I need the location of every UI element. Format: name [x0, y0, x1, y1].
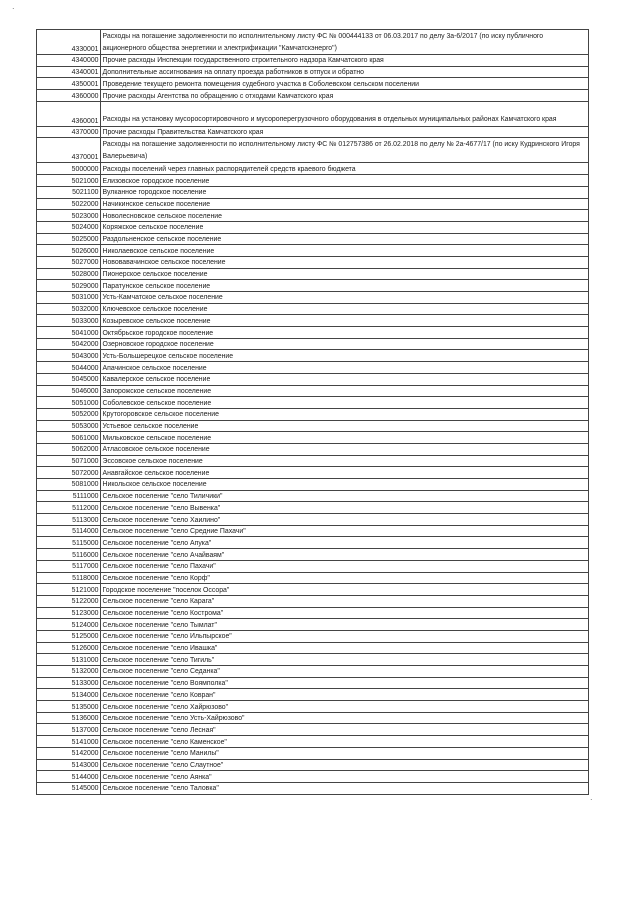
row-code: 5022000 [37, 198, 101, 210]
row-name: Сельское поселение "село Слаутное" [101, 759, 589, 771]
row-name: Сельское поселение "село Седанка" [101, 666, 589, 678]
row-name: Октябрьское городское поселение [101, 327, 589, 339]
table-row [37, 654, 589, 666]
row-code: 5072000 [37, 467, 101, 479]
row-code: 5115000 [37, 537, 101, 549]
table-row [37, 397, 589, 409]
table-body [37, 30, 589, 795]
row-name: Запорожское сельское поселение [101, 385, 589, 397]
table-row [37, 771, 589, 783]
row-name: Сельское поселение "село Аянка" [101, 771, 589, 783]
row-code: 5081000 [37, 479, 101, 491]
budget-codes-table [36, 29, 589, 795]
scan-speck: . [590, 793, 593, 802]
row-code: 5131000 [37, 654, 101, 666]
row-name: Николаевское сельское поселение [101, 245, 589, 257]
table-row [37, 268, 589, 280]
row-code: 5046000 [37, 385, 101, 397]
row-name: Расходы на погашение задолженности по исполнительному листу ФС № 000444133 от 06.03.2017 по делу 3а-6/2017 (по иску публичного акционерного общества энергетики и электрификации "Камчатскэнерго") [101, 30, 589, 55]
row-name: Крутогоровское сельское поселение [101, 408, 589, 420]
row-code: 5123000 [37, 607, 101, 619]
table-row [37, 90, 589, 102]
table-row [37, 443, 589, 455]
table-row [37, 350, 589, 362]
row-name: Начикинское сельское поселение [101, 198, 589, 210]
row-code: 5043000 [37, 350, 101, 362]
table-row [37, 701, 589, 713]
table-row [37, 338, 589, 350]
table-row [37, 584, 589, 596]
row-code: 5028000 [37, 268, 101, 280]
row-code: 5135000 [37, 701, 101, 713]
table-row [37, 630, 589, 642]
table-row [37, 66, 589, 78]
table-row [37, 619, 589, 631]
row-code: 5144000 [37, 771, 101, 783]
table-row [37, 502, 589, 514]
row-code: 5053000 [37, 420, 101, 432]
row-name: Паратунское сельское поселение [101, 280, 589, 292]
table-row [37, 689, 589, 701]
row-code: 5116000 [37, 549, 101, 561]
row-code: 5032000 [37, 303, 101, 315]
table-row [37, 221, 589, 233]
row-code: 5125000 [37, 630, 101, 642]
row-code: 5122000 [37, 595, 101, 607]
table-row [37, 607, 589, 619]
row-name: Расходы поселений через главных распорядителей средств краевого бюджета [101, 163, 589, 175]
row-code: 5051000 [37, 397, 101, 409]
row-code: 5141000 [37, 736, 101, 748]
row-code: 5031000 [37, 292, 101, 304]
table-row [37, 327, 589, 339]
row-name: Сельское поселение "село Средние Пахачи" [101, 525, 589, 537]
row-code: 5024000 [37, 221, 101, 233]
row-name: Соболевское сельское поселение [101, 397, 589, 409]
row-code: 4370000 [37, 126, 101, 138]
row-code: 4330001 [37, 30, 101, 55]
row-code: 5142000 [37, 747, 101, 759]
table-row [37, 595, 589, 607]
table-row [37, 759, 589, 771]
row-code: 5132000 [37, 666, 101, 678]
table-row [37, 560, 589, 572]
row-name: Сельское поселение "село Корф" [101, 572, 589, 584]
table-row [37, 572, 589, 584]
row-name: Проведение текущего ремонта помещения судебного участка в Соболевском сельском поселении [101, 78, 589, 90]
table-row [37, 210, 589, 222]
row-code: 5061000 [37, 432, 101, 444]
row-name: Коряжское сельское поселение [101, 221, 589, 233]
row-code: 5114000 [37, 525, 101, 537]
row-code: 4340001 [37, 66, 101, 78]
table-row [37, 549, 589, 561]
row-name: Сельское поселение "село Тиличики" [101, 490, 589, 502]
row-code: 5025000 [37, 233, 101, 245]
table-row [37, 525, 589, 537]
table-row [37, 315, 589, 327]
table-row [37, 292, 589, 304]
row-name: Городское поселение "поселок Оссора" [101, 584, 589, 596]
row-code: 5033000 [37, 315, 101, 327]
row-name: Сельское поселение "село Пахачи" [101, 560, 589, 572]
row-name: Пионерское сельское поселение [101, 268, 589, 280]
row-code: 5052000 [37, 408, 101, 420]
row-name: Новолесновское сельское поселение [101, 210, 589, 222]
row-name: Мильковское сельское поселение [101, 432, 589, 444]
row-name: Сельское поселение "село Ковран" [101, 689, 589, 701]
row-name: Сельское поселение "село Усть-Хайрюзово" [101, 712, 589, 724]
row-name: Сельское поселение "село Вывенка" [101, 502, 589, 514]
row-name: Сельское поселение "село Манилы" [101, 747, 589, 759]
row-name: Сельское поселение "село Тымлат" [101, 619, 589, 631]
row-name: Усть-Большерецкое сельское поселение [101, 350, 589, 362]
row-code: 5143000 [37, 759, 101, 771]
table-row [37, 642, 589, 654]
row-name: Дополнительные ассигнования на оплату проезда работников в отпуск и обратно [101, 66, 589, 78]
table-row [37, 479, 589, 491]
row-name: Раздольненское сельское поселение [101, 233, 589, 245]
table-row [37, 233, 589, 245]
row-name: Сельское поселение "село Каменское" [101, 736, 589, 748]
row-code: 5121000 [37, 584, 101, 596]
table-row [37, 736, 589, 748]
row-code: 5021000 [37, 175, 101, 187]
table-row [37, 186, 589, 198]
table-row [37, 362, 589, 374]
row-code: 4370001 [37, 138, 101, 163]
row-code: 5136000 [37, 712, 101, 724]
table-row [37, 467, 589, 479]
row-name: Прочие расходы Инспекции государственного строительного надзора Камчатского края [101, 55, 589, 67]
table-row [37, 455, 589, 467]
table-row [37, 280, 589, 292]
table-row [37, 138, 589, 163]
row-name: Ключевское сельское поселение [101, 303, 589, 315]
row-name: Озерновское городское поселение [101, 338, 589, 350]
table-row [37, 432, 589, 444]
row-name: Эссовское сельское поселение [101, 455, 589, 467]
table-row [37, 303, 589, 315]
row-name: Кавалерское сельское поселение [101, 373, 589, 385]
row-name: Усть-Камчатское сельское поселение [101, 292, 589, 304]
table-row [37, 101, 589, 126]
row-name: Сельское поселение "село Хайрюзово" [101, 701, 589, 713]
row-name: Сельское поселение "село Апука" [101, 537, 589, 549]
row-code: 5042000 [37, 338, 101, 350]
table-row [37, 163, 589, 175]
row-code: 5111000 [37, 490, 101, 502]
table-row [37, 408, 589, 420]
row-code: 5145000 [37, 782, 101, 794]
row-code: 5118000 [37, 572, 101, 584]
table-row [37, 724, 589, 736]
row-code: 5062000 [37, 443, 101, 455]
row-name: Сельское поселение "село Хаилино" [101, 514, 589, 526]
row-name: Елизовское городское поселение [101, 175, 589, 187]
row-code: 5134000 [37, 689, 101, 701]
row-name: Апачинское сельское поселение [101, 362, 589, 374]
row-name: Вулканное городское поселение [101, 186, 589, 198]
row-code: 5044000 [37, 362, 101, 374]
table-row [37, 256, 589, 268]
row-code: 5126000 [37, 642, 101, 654]
row-code: 5021100 [37, 186, 101, 198]
row-code: 5000000 [37, 163, 101, 175]
table-row [37, 514, 589, 526]
row-code: 5029000 [37, 280, 101, 292]
row-code: 5027000 [37, 256, 101, 268]
table-row [37, 245, 589, 257]
table-row [37, 198, 589, 210]
row-name: Расходы на погашение задолженности по исполнительному листу ФС № 012757386 от 26.02.2018 по делу № 2а-4677/17 (по иску Кудринского Игоря Валерьевича) [101, 138, 589, 163]
row-code: 5041000 [37, 327, 101, 339]
row-code: 4360001 [37, 101, 101, 126]
row-name: Устьевое сельское поселение [101, 420, 589, 432]
table-row [37, 30, 589, 55]
table-row [37, 747, 589, 759]
table-row [37, 677, 589, 689]
row-code: 5117000 [37, 560, 101, 572]
row-name: Расходы на установку мусоросортировочного и мусороперегрузочного оборудования в отдельных муниципальных районах Камчатского края [101, 101, 589, 126]
row-code: 5071000 [37, 455, 101, 467]
row-name: Сельское поселение "село Кострома" [101, 607, 589, 619]
row-code: 5045000 [37, 373, 101, 385]
row-code: 5026000 [37, 245, 101, 257]
scan-speck: . [12, 2, 15, 11]
row-code: 5023000 [37, 210, 101, 222]
row-name: Козыревское сельское поселение [101, 315, 589, 327]
row-code: 5124000 [37, 619, 101, 631]
row-name: Сельское поселение "село Ивашка" [101, 642, 589, 654]
row-code: 4360000 [37, 90, 101, 102]
row-code: 5133000 [37, 677, 101, 689]
row-name: Сельское поселение "село Ачайваям" [101, 549, 589, 561]
table-row [37, 490, 589, 502]
table-row [37, 537, 589, 549]
row-code: 4340000 [37, 55, 101, 67]
row-name: Сельское поселение "село Ильпырское" [101, 630, 589, 642]
row-name: Нововавачинское сельское поселение [101, 256, 589, 268]
table-row [37, 782, 589, 794]
table-row [37, 420, 589, 432]
row-code: 5112000 [37, 502, 101, 514]
row-name: Сельское поселение "село Карага" [101, 595, 589, 607]
row-name: Никольское сельское поселение [101, 479, 589, 491]
row-name: Прочие расходы Агентства по обращению с отходами Камчатского края [101, 90, 589, 102]
row-code: 5113000 [37, 514, 101, 526]
row-name: Анавгайское сельское поселение [101, 467, 589, 479]
row-name: Атласовское сельское поселение [101, 443, 589, 455]
table-row [37, 712, 589, 724]
row-name: Прочие расходы Правительства Камчатского края [101, 126, 589, 138]
row-code: 5137000 [37, 724, 101, 736]
table-row [37, 666, 589, 678]
table-row [37, 55, 589, 67]
row-name: Сельское поселение "село Лесная" [101, 724, 589, 736]
table-row [37, 78, 589, 90]
table-row [37, 373, 589, 385]
table-row [37, 385, 589, 397]
row-name: Сельское поселение "село Таловка" [101, 782, 589, 794]
row-name: Сельское поселение "село Тигиль" [101, 654, 589, 666]
row-code: 4350001 [37, 78, 101, 90]
table-row [37, 126, 589, 138]
row-name: Сельское поселение "село Воямполка" [101, 677, 589, 689]
table-row [37, 175, 589, 187]
